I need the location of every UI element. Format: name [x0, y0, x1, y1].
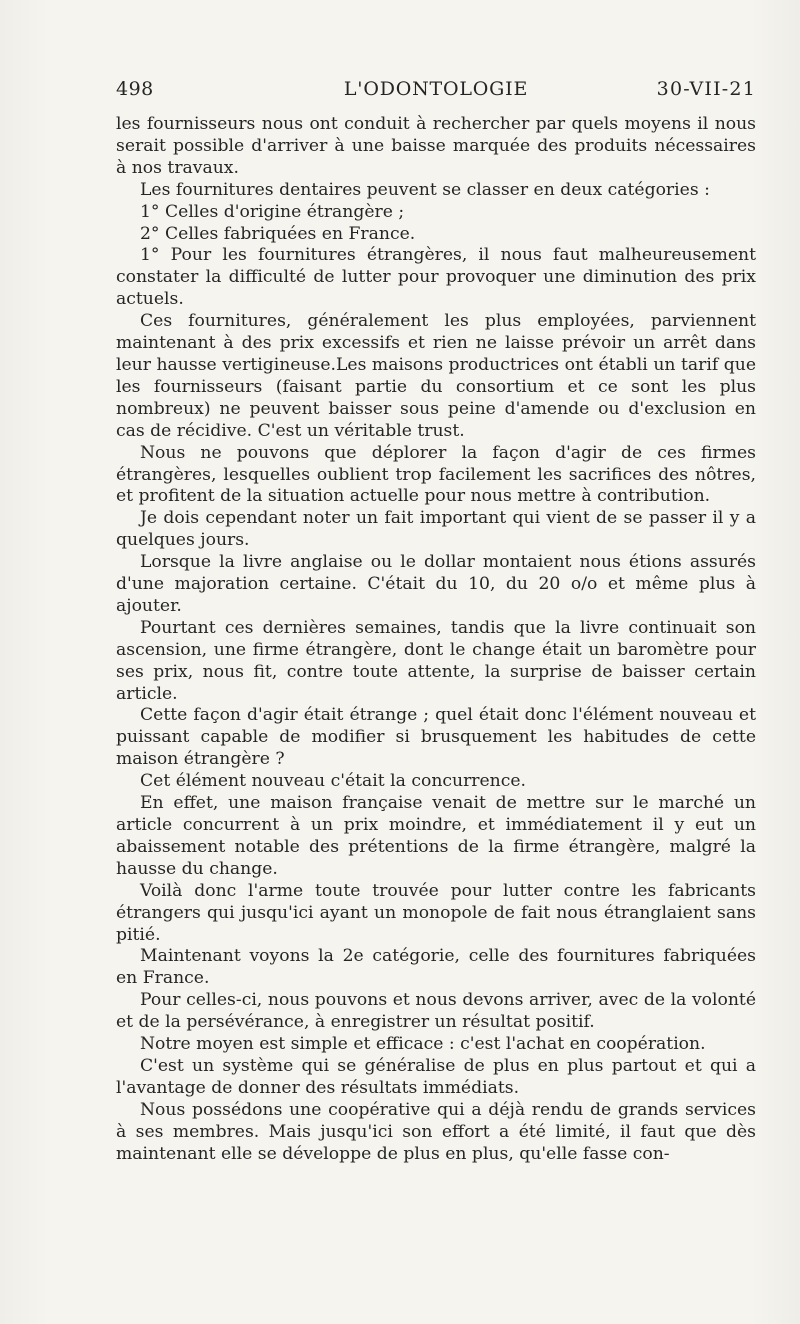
paragraph: Maintenant voyons la 2e catégorie, celle des fournitures fabriquées en France. — [116, 946, 756, 989]
paragraph: les fournisseurs nous ont conduit à rechercher par quels moyens il nous serait possible d'arriver à une baisse marquée des produits nécessaires à nos travaux. — [116, 114, 756, 178]
paragraph: 1° Pour les fournitures étrangères, il nous faut malheureusement constater la difficulté de lutter pour provoquer une diminution des prix actuels. — [116, 245, 756, 310]
list-item: 1° Celles d'origine étrangère ; — [140, 201, 405, 222]
journal-title: L'ODONTOLOGIE — [343, 78, 529, 100]
paragraph: Cette façon d'agir était étrange ; quel était donc l'élément nouveau et puissant capable de modifier si brusquement les habitudes de cette maison étrangère ? — [116, 705, 756, 770]
paragraph: Voilà donc l'arme toute trouvée pour lutter contre les fabricants étrangers qui jusqu'ici ayant un monopole de fait nous étranglaient sans pitié. — [116, 880, 756, 945]
paragraph: Nous possédons une coopérative qui a déjà rendu de grands services à ses membres. Mais jusqu'ici son effort a été limité, il faut que dès maintenant elle se développe de plus en plus, qu'elle fasse con- — [116, 1099, 756, 1164]
paragraph: Les fournitures dentaires peuvent se classer en deux catégories : — [140, 179, 710, 200]
paragraph: Pourtant ces dernières semaines, tandis que la livre continuait son ascension, une firme étrangère, dont le change était un baromètre pour ses prix, nous fit, contre toute attente, la surprise de baisser certain article. — [116, 617, 756, 704]
paragraph: Je dois cependant noter un fait important qui vient de se passer il y a quelques jours. — [116, 508, 756, 551]
paragraph: Nous ne pouvons que déplorer la façon d'agir de ces firmes étrangères, lesquelles oublient trop facilement les sacrifices des nôtres, et profitent de la situation actuelle pour nous mettre à contribution. — [116, 442, 756, 507]
page-number: 498 — [116, 78, 154, 100]
paragraph: C'est un système qui se généralise de plus en plus partout et qui a l'avantage de donner des résultats immédiats. — [116, 1055, 756, 1098]
paragraph: Pour celles-ci, nous pouvons et nous devons arriver, avec de la volonté et de la persévérance, à enregistrer un résultat positif. — [116, 990, 756, 1033]
issue-date: 30-VII-21 — [656, 78, 756, 100]
paragraph: Notre moyen est simple et efficace : c'est l'achat en coopération. — [140, 1034, 706, 1055]
paragraph: En effet, une maison française venait de mettre sur le marché un article concurrent à un prix moindre, et immédiatement il y eut un abaissement notable des prétentions de la firme étrangère, malgré la hausse du change. — [116, 793, 756, 879]
list-item: 2° Celles fabriquées en France. — [140, 223, 416, 244]
paragraph: Lorsque la livre anglaise ou le dollar montaient nous étions assurés d'une majoration certaine. C'était du 10, du 20 o/o et même plus à ajouter. — [116, 552, 756, 616]
paragraph: Ces fournitures, généralement les plus employées, parviennent maintenant à des prix excessifs et rien ne laisse prévoir un arrêt dans leur hausse vertigineuse.Les maisons productrices ont établi un tarif que les fournisseurs (faisant partie du consortium et ce sont les plus nombreux) ne peuvent baisser sous peine d'amende ou d'exclusion en cas de récidive. C'est un véritable trust. — [116, 311, 756, 441]
article-body — [116, 114, 756, 1166]
running-header — [116, 78, 756, 108]
paragraph: Cet élément nouveau c'était la concurrence. — [140, 771, 527, 792]
